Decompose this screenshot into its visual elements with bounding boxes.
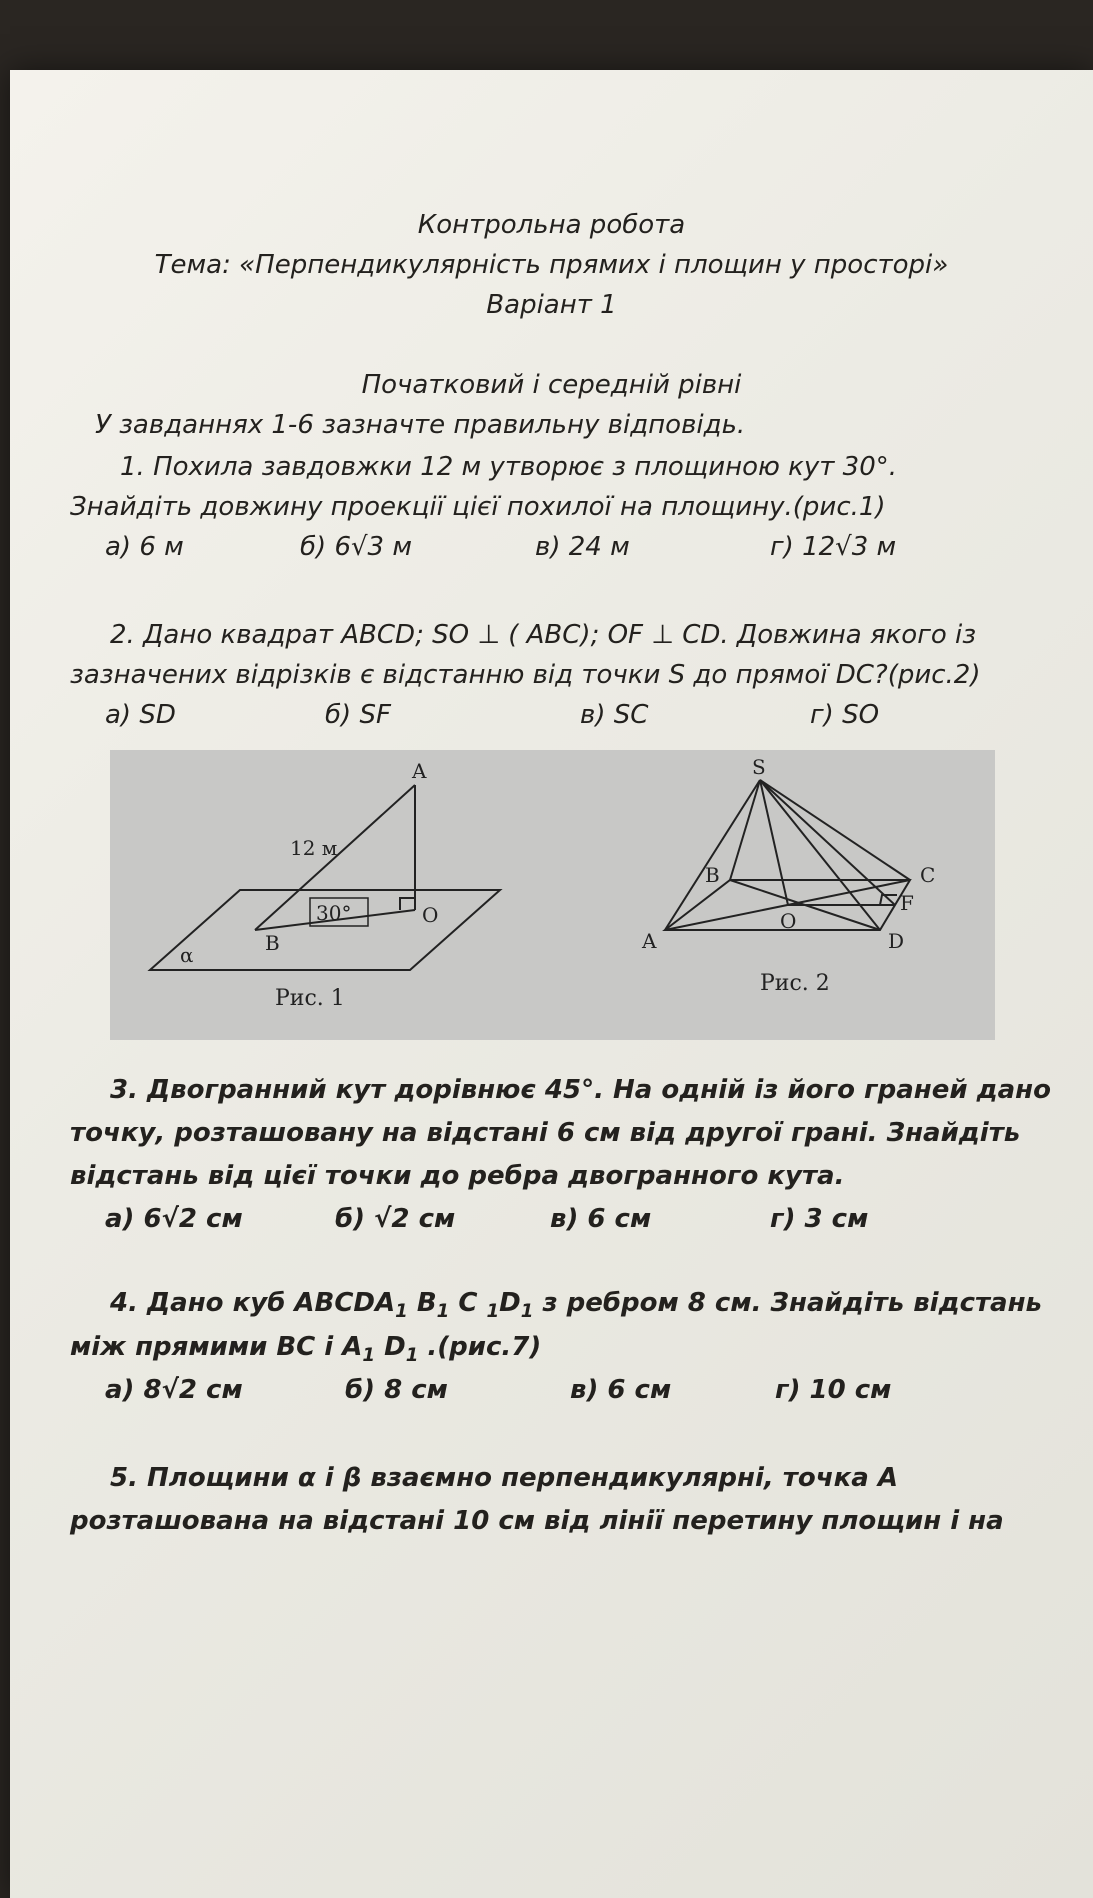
fig2-label-a: A	[642, 929, 657, 953]
fig2-label-s: S	[752, 755, 766, 779]
fig2-label-d: D	[888, 929, 905, 953]
q3-line1: 3. Двогранний кут дорівнює 45°. На одній із його граней дано	[110, 1075, 1052, 1105]
instruction-line: У завданнях 1-6 зазначте правильну відповідь.	[95, 410, 746, 440]
segment-sc	[760, 780, 910, 880]
fig1-label-a: A	[412, 759, 427, 783]
q5-line2: розташована на відстані 10 см від лінії перетину площин і на	[70, 1506, 1004, 1536]
worksheet-page	[10, 70, 1093, 1898]
q2-option-d: г) SO	[810, 700, 880, 730]
figures-panel	[110, 750, 995, 1040]
fig1-label-alpha: α	[180, 943, 194, 967]
q3-option-a: а) 6√2 см	[105, 1204, 243, 1234]
q2-line2: зазначених відрізків є відстанню від точки S до прямої DC?(рис.2)	[70, 660, 981, 690]
q4-line1-mid3: D	[499, 1288, 521, 1318]
q2-line1: 2. Дано квадрат ABCD; SO ⊥ ( ABC); OF ⊥ CD. Довжина якого із	[110, 620, 977, 650]
level-heading: Початковий і середній рівні	[361, 370, 742, 400]
q4-option-c: в) 6 см	[570, 1375, 672, 1405]
q3-option-d: г) 3 см	[770, 1204, 869, 1234]
q3-option-c: в) 6 см	[550, 1204, 652, 1234]
segment-sb	[730, 780, 760, 880]
q4-line2-prefix: між прямими BC і A	[70, 1332, 363, 1362]
fig2-caption: Рис. 2	[760, 971, 830, 996]
q4-sub-3: 1	[486, 1301, 500, 1323]
topic-line: Тема: «Перпендикулярність прямих і площин у просторі»	[154, 250, 949, 280]
q1-line2: Знайдіть довжину проекції цієї похилої на площину.(рис.1)	[70, 492, 886, 522]
q4-line1-prefix: 4. Дано куб ABCDA	[110, 1288, 396, 1318]
fig1-length: 12 м	[290, 836, 338, 860]
q4-line2-mid: D	[375, 1332, 406, 1362]
q3-option-b: б) √2 см	[335, 1204, 456, 1234]
q1-option-b: б) 6√3 м	[300, 532, 412, 562]
variant-line: Варіант 1	[486, 290, 617, 320]
fig2-label-o: O	[780, 909, 797, 933]
fig2-label-f: F	[900, 891, 914, 915]
q3-line3: відстань від цієї точки до ребра двогранного кута.	[70, 1161, 845, 1191]
figure-2	[665, 780, 910, 930]
q5-line1: 5. Площини α і β взаємно перпендикулярні, точка A	[110, 1463, 898, 1493]
figures-svg	[110, 750, 995, 1040]
q4-line2-sub-2: 1	[405, 1345, 419, 1367]
q2-option-a: а) SD	[105, 700, 176, 730]
q4-line1-mid2: C	[449, 1288, 487, 1318]
q1-option-d: г) 12√3 м	[770, 532, 897, 562]
fig1-label-b: B	[265, 931, 280, 955]
q4-line1-mid1: B	[407, 1288, 437, 1318]
fig2-label-c: C	[920, 863, 936, 887]
q2-option-b: б) SF	[325, 700, 391, 730]
q2-option-c: в) SC	[580, 700, 649, 730]
q4-sub-2: 1	[436, 1301, 450, 1323]
figure-1	[150, 785, 500, 970]
q1-line1: 1. Похила завдовжки 12 м утворює з площиною кут 30°.	[120, 452, 898, 482]
q4-line2-sub-1: 1	[362, 1345, 376, 1367]
q4-line1-suffix: з ребром 8 см. Знайдіть відстань	[533, 1288, 1042, 1318]
q4-line1	[110, 1288, 1042, 1322]
fig1-caption: Рис. 1	[275, 986, 345, 1011]
q1-option-a: а) 6 м	[105, 532, 184, 562]
q4-option-d: г) 10 см	[775, 1375, 892, 1405]
q4-sub-1: 1	[395, 1301, 408, 1323]
q4-line2-suffix: .(рис.7)	[418, 1332, 542, 1362]
fig1-label-o: O	[422, 903, 439, 927]
fig1-angle: 30°	[316, 901, 352, 925]
q4-sub-4: 1	[520, 1301, 534, 1323]
q1-option-c: в) 24 м	[535, 532, 630, 562]
fig2-label-b: B	[705, 863, 720, 887]
right-angle-mark-1	[400, 898, 415, 910]
q4-option-a: а) 8√2 см	[105, 1375, 243, 1405]
segment-sa	[665, 780, 760, 930]
q4-option-b: б) 8 см	[345, 1375, 448, 1405]
page-title: Контрольна робота	[417, 210, 686, 240]
q4-line2	[70, 1332, 541, 1366]
q3-line2: точку, розташовану на відстані 6 см від другої грані. Знайдіть	[70, 1118, 1021, 1148]
